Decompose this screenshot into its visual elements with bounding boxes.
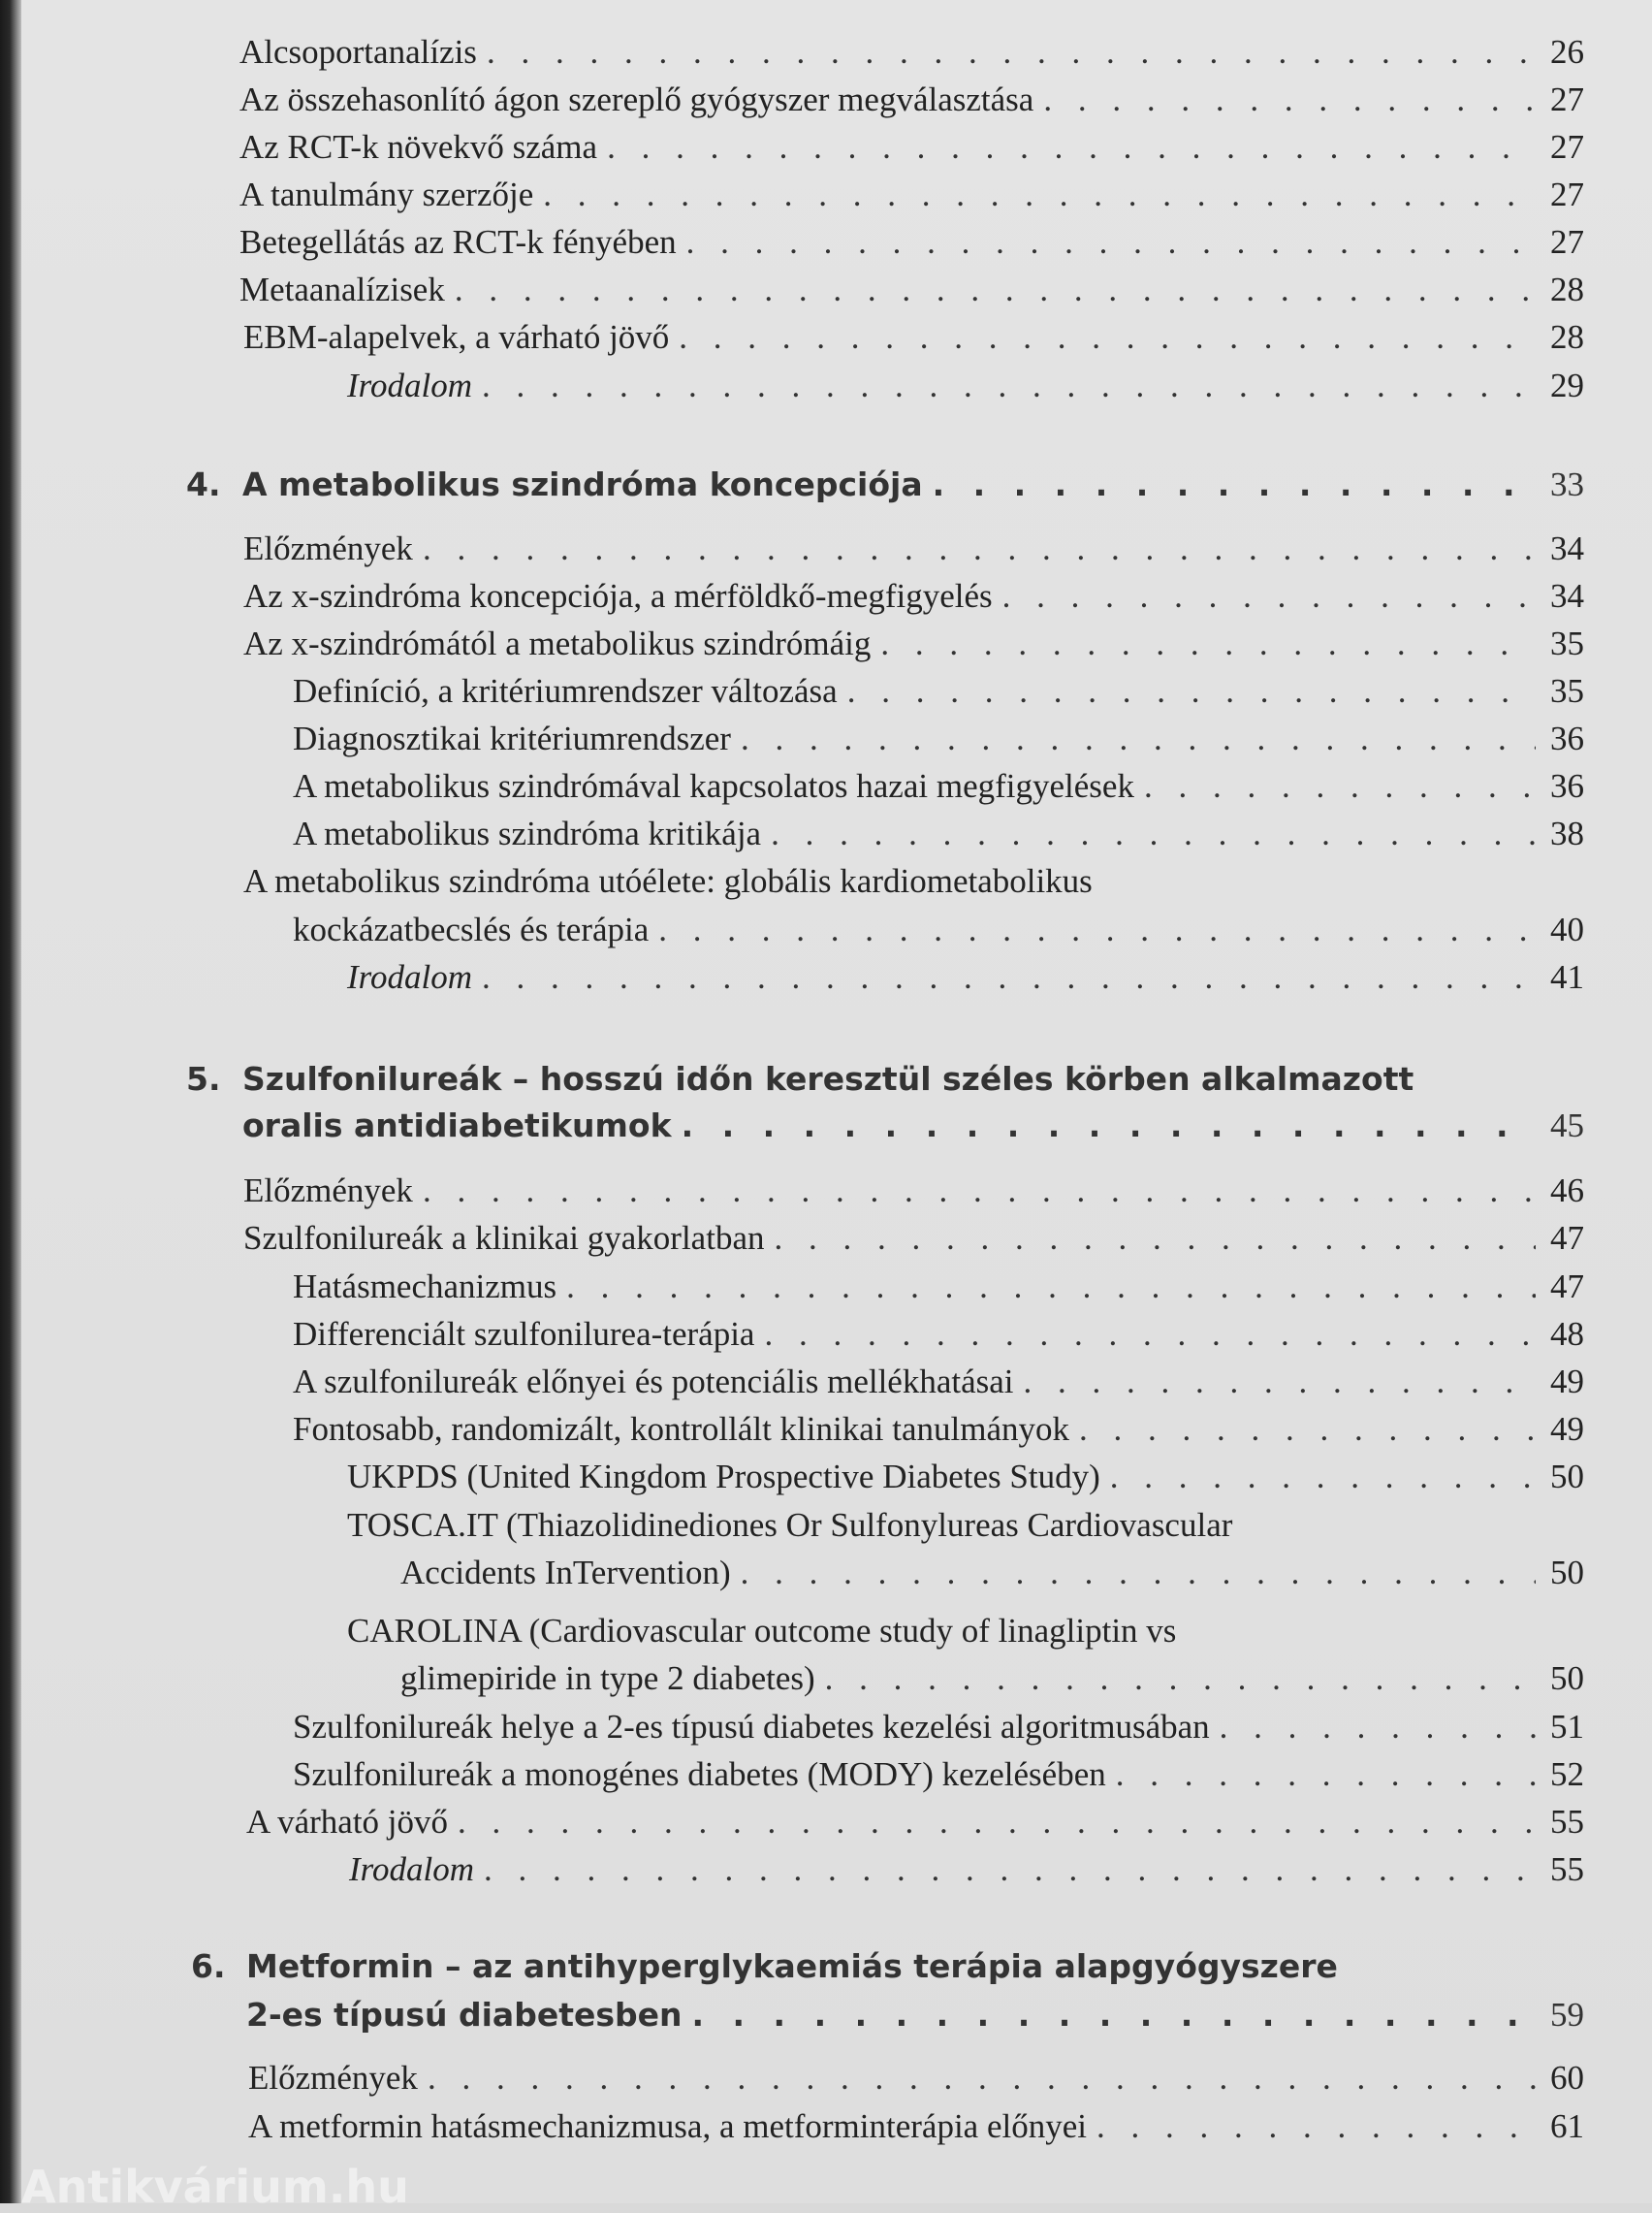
entry-label: Előzmények [248, 2059, 418, 2097]
leader-dots [847, 670, 1536, 713]
chapter-title: A metabolikus szindróma koncepciója [242, 465, 923, 503]
entry-label: A szulfonilureák előnyei és potenciális mellékhatásai [293, 1363, 1014, 1400]
leader-dots [686, 221, 1536, 264]
entry-page: 34 [1550, 529, 1584, 567]
entry-page: 40 [1550, 911, 1584, 948]
entry-page: 55 [1550, 1850, 1584, 1888]
toc-entry[interactable] [400, 1552, 1584, 1594]
toc-entry[interactable] [239, 31, 1584, 74]
toc-entry[interactable] [293, 718, 1584, 760]
entry-label: Differenciált szulfonilurea-terápia [293, 1315, 755, 1353]
toc-entry[interactable] [293, 1266, 1584, 1308]
entry-page: 26 [1550, 33, 1584, 71]
entry-label: A tanulmány szerzője [239, 176, 534, 213]
entry-page: 50 [1550, 1659, 1584, 1697]
toc-entry[interactable] [248, 2105, 1584, 2148]
entry-page: 27 [1550, 128, 1584, 166]
chapter-page: 45 [1550, 1106, 1584, 1144]
toc-entry[interactable] [239, 79, 1584, 121]
entry-page: 55 [1550, 1803, 1584, 1841]
chapter-number: 4. [186, 465, 221, 503]
entry-label: Az összehasonlító ágon szereplő gyógyszer megválasztása [239, 80, 1034, 118]
entry-label: Definíció, a kritériumrendszer változása [293, 672, 838, 710]
entry-label: Hatásmechanizmus [293, 1267, 557, 1305]
toc-entry[interactable] [293, 1408, 1584, 1451]
toc-entry[interactable] [349, 1848, 1584, 1891]
leader-dots [1079, 1408, 1536, 1451]
leader-dots [880, 623, 1536, 665]
entry-page: 52 [1550, 1755, 1584, 1793]
entry-page: 27 [1550, 223, 1584, 261]
chapter-heading[interactable] [242, 1105, 1584, 1147]
entry-label: Accidents InTervention) [400, 1554, 731, 1591]
leader-dots [933, 464, 1536, 506]
entry-page: 28 [1550, 318, 1584, 356]
entry-label: Irodalom [347, 367, 472, 404]
leader-dots [487, 31, 1536, 74]
entry-page: 61 [1550, 2107, 1584, 2145]
entry-page: 27 [1550, 80, 1584, 118]
entry-label: Előzmények [243, 529, 413, 567]
entry-page: 46 [1550, 1171, 1584, 1209]
toc-entry[interactable] [347, 1456, 1584, 1498]
entry-page: 27 [1550, 176, 1584, 213]
entry-label: A metformin hatásmechanizmusa, a metforminterápia előnyei [248, 2107, 1087, 2145]
leader-dots [682, 1105, 1536, 1147]
entry-page: 50 [1550, 1554, 1584, 1591]
toc-entry[interactable] [246, 1801, 1584, 1844]
toc-entry[interactable] [293, 1313, 1584, 1356]
entry-page: 38 [1550, 815, 1584, 852]
entry-page: 28 [1550, 271, 1584, 308]
entry-page: 41 [1550, 958, 1584, 996]
entry-label: Szulfonilureák a klinikai gyakorlatban [243, 1219, 765, 1257]
leader-dots [1096, 2105, 1536, 2148]
entry-page: 50 [1550, 1458, 1584, 1495]
leader-dots [774, 1217, 1536, 1260]
leader-dots [741, 1552, 1536, 1594]
toc-entry[interactable] [239, 221, 1584, 264]
leader-dots [679, 316, 1536, 359]
entry-label: Az x-szindrómától a metabolikus szindrómáig [243, 625, 872, 662]
toc-entry[interactable] [248, 2057, 1584, 2100]
entry-page: 35 [1550, 672, 1584, 710]
toc-entry[interactable] [293, 1753, 1584, 1796]
entry-label: A várható jövő [246, 1803, 449, 1841]
leader-dots [741, 718, 1536, 760]
entry-page: 36 [1550, 767, 1584, 805]
entry-label-line1: CAROLINA (Cardiovascular outcome study of linagliptin vs [347, 1612, 1177, 1650]
chapter-title: 2-es típusú diabetesben [246, 1996, 683, 2034]
entry-label: glimepiride in type 2 diabetes) [400, 1659, 815, 1697]
toc-entry[interactable] [293, 909, 1584, 951]
chapter-heading[interactable] [246, 1994, 1584, 2037]
entry-label: Szulfonilureák helye a 2-es típusú diabetes kezelési algoritmusában [293, 1708, 1210, 1746]
entry-label: kockázatbecslés és terápia [293, 911, 650, 948]
leader-dots [1043, 79, 1536, 121]
toc-entry[interactable] [293, 1361, 1584, 1403]
watermark: Antikvárium.hu [21, 2161, 409, 2213]
entry-page: 49 [1550, 1363, 1584, 1400]
leader-dots [692, 1994, 1537, 2037]
leader-dots [423, 528, 1536, 570]
entry-label: Metaanalízisek [239, 271, 445, 308]
entry-page: 47 [1550, 1219, 1584, 1257]
chapter-title: oralis antidiabetikumok [242, 1106, 672, 1144]
leader-dots [1002, 575, 1536, 618]
entry-page: 47 [1550, 1267, 1584, 1305]
entry-page: 51 [1550, 1708, 1584, 1746]
entry-page: 48 [1550, 1315, 1584, 1353]
toc-entry[interactable] [243, 528, 1584, 570]
entry-label-line1: TOSCA.IT (Thiazolidinediones Or Sulfonylureas Cardiovascular [347, 1506, 1233, 1544]
leader-dots [482, 365, 1536, 407]
toc-entry[interactable] [293, 670, 1584, 713]
chapter-number: 5. [186, 1060, 221, 1098]
entry-page: 60 [1550, 2059, 1584, 2097]
entry-page: 35 [1550, 625, 1584, 662]
chapter-title-line1: Metformin – az antihyperglykaemiás terápia alapgyógyszere [246, 1947, 1338, 1985]
leader-dots [1220, 1706, 1536, 1748]
chapter-title-line1: Szulfonilureák – hosszú időn keresztül széles körben alkalmazott [242, 1060, 1414, 1098]
toc-entry[interactable] [243, 316, 1584, 359]
entry-page: 49 [1550, 1410, 1584, 1448]
toc-entry[interactable] [243, 1217, 1584, 1260]
toc-entry[interactable] [293, 765, 1584, 808]
entry-label: EBM-alapelvek, a várható jövő [243, 318, 670, 356]
leader-dots [566, 1266, 1536, 1308]
chapter-page: 33 [1550, 465, 1584, 503]
entry-page: 36 [1550, 720, 1584, 757]
leader-dots [1110, 1456, 1536, 1498]
toc-entry[interactable] [293, 813, 1584, 855]
leader-dots [658, 909, 1536, 951]
leader-dots [1024, 1361, 1536, 1403]
toc-entry[interactable] [400, 1657, 1584, 1700]
leader-dots [607, 126, 1536, 169]
toc-entry[interactable] [243, 575, 1584, 618]
entry-label: Alcsoportanalízis [239, 33, 477, 71]
toc-entry[interactable] [239, 174, 1584, 216]
entry-page: 29 [1550, 367, 1584, 404]
entry-label: Irodalom [349, 1850, 474, 1888]
chapter-heading[interactable] [242, 464, 1584, 506]
toc-entry[interactable] [243, 1170, 1584, 1212]
leader-dots [825, 1657, 1536, 1700]
book-spine-edge [0, 0, 21, 2203]
leader-dots [1116, 1753, 1536, 1796]
leader-dots [764, 1313, 1536, 1356]
chapter-page: 59 [1550, 1996, 1584, 2034]
entry-label: Az x-szindróma koncepciója, a mérföldkő-megfigyelés [243, 577, 993, 615]
toc-entry[interactable] [347, 956, 1584, 999]
leader-dots [482, 956, 1536, 999]
entry-label: A metabolikus szindrómával kapcsolatos hazai megfigyelések [293, 767, 1134, 805]
leader-dots [455, 269, 1536, 311]
entry-label: Előzmények [243, 1171, 413, 1209]
leader-dots [458, 1801, 1536, 1844]
leader-dots [1144, 765, 1536, 808]
entry-label: Szulfonilureák a monogénes diabetes (MODY) kezelésében [293, 1755, 1106, 1793]
entry-label: Diagnosztikai kritériumrendszer [293, 720, 731, 757]
entry-label: Betegellátás az RCT-k fényében [239, 223, 677, 261]
entry-label: UKPDS (United Kingdom Prospective Diabetes Study) [347, 1458, 1100, 1495]
toc-entry[interactable] [239, 269, 1584, 311]
entry-label: Irodalom [347, 958, 472, 996]
leader-dots [428, 2057, 1536, 2100]
toc-entry[interactable] [293, 1706, 1584, 1748]
entry-page: 34 [1550, 577, 1584, 615]
leader-dots [423, 1170, 1536, 1212]
toc-entry[interactable] [347, 365, 1584, 407]
toc-entry[interactable] [239, 126, 1584, 169]
leader-dots [484, 1848, 1536, 1891]
entry-label-line1: A metabolikus szindróma utóélete: globális kardiometabolikus [243, 862, 1093, 900]
entry-label: A metabolikus szindróma kritikája [293, 815, 762, 852]
chapter-number: 6. [191, 1947, 226, 1985]
leader-dots [543, 174, 1536, 216]
toc-page [21, 0, 1652, 2213]
entry-label: Fontosabb, randomizált, kontrollált klinikai tanulmányok [293, 1410, 1069, 1448]
toc-entry[interactable] [243, 623, 1584, 665]
leader-dots [771, 813, 1536, 855]
entry-label: Az RCT-k növekvő száma [239, 128, 598, 166]
